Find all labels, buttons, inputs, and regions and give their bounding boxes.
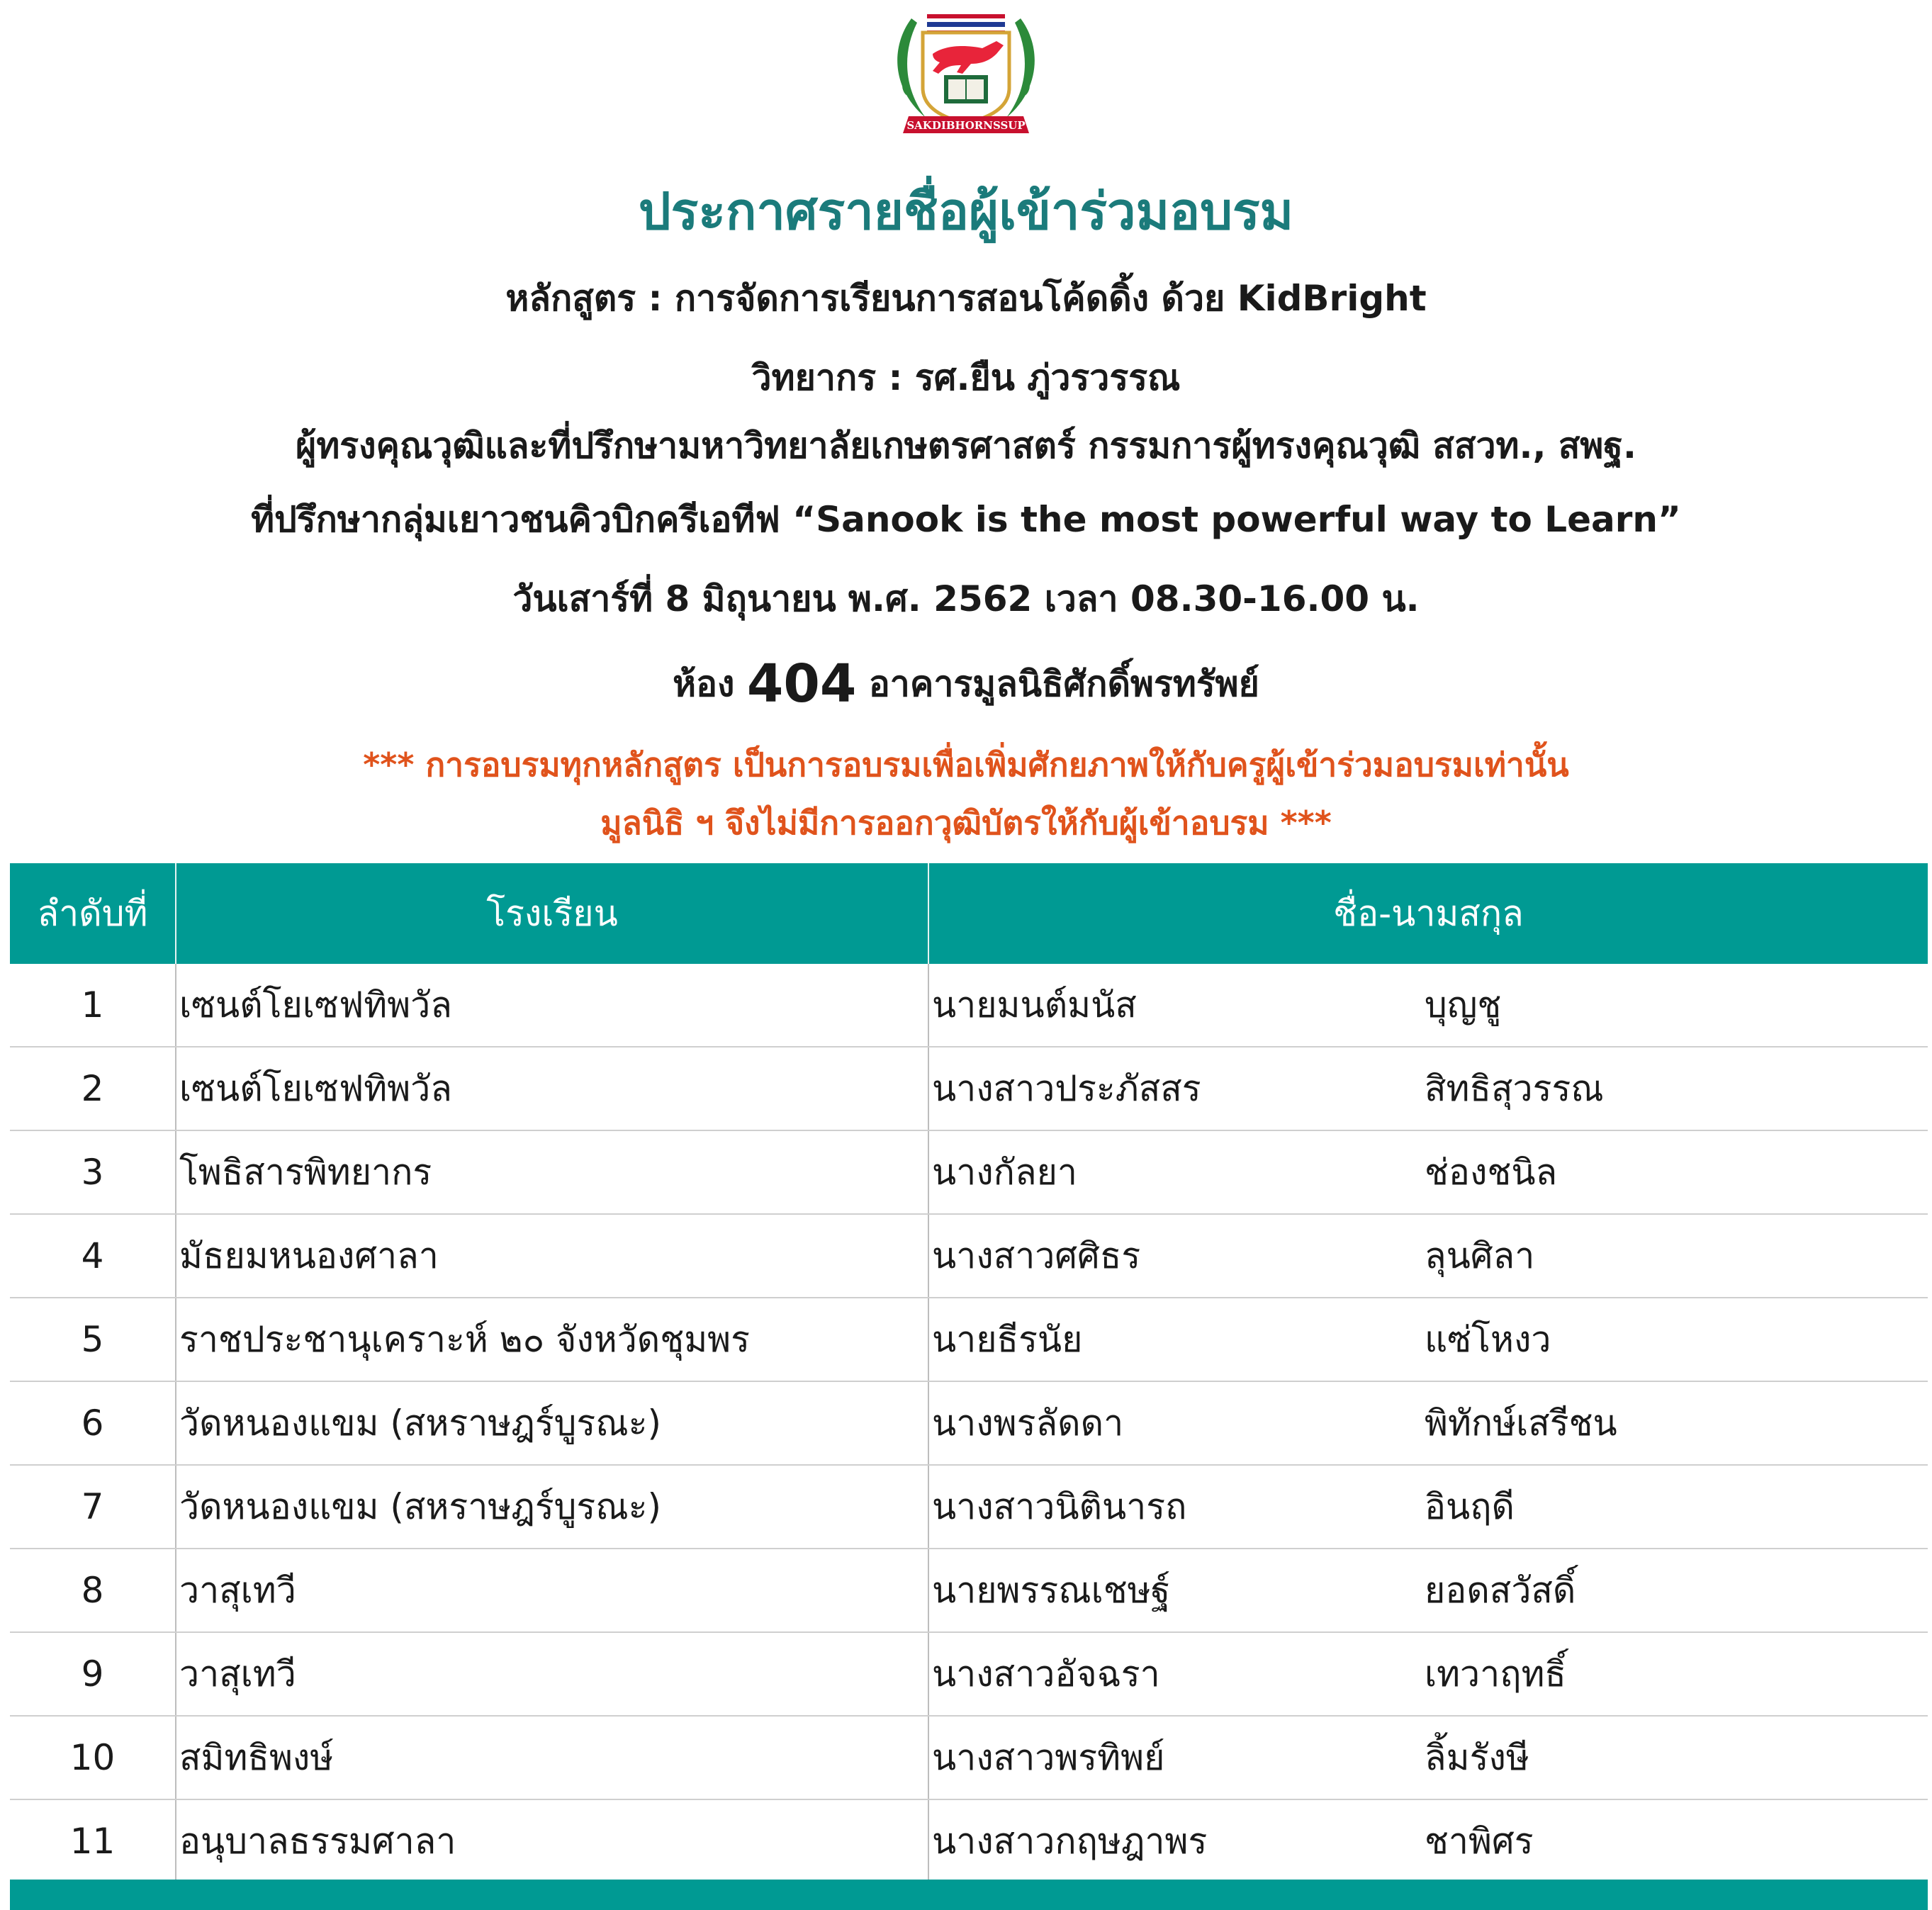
row-number: 8 xyxy=(10,1549,176,1632)
last-name: ยอดสวัสดิ์ xyxy=(1425,1549,1928,1632)
first-name: นางสาวกฤษฎาพร xyxy=(928,1799,1425,1883)
first-name: นางสาวนิตินารถ xyxy=(928,1465,1425,1549)
room-number: 404 xyxy=(746,653,857,714)
school-name: สมิทธิพงษ์ xyxy=(176,1716,928,1799)
first-name: นางสาวอัจฉรา xyxy=(928,1632,1425,1716)
school-name: ราชประชานุเคราะห์ ๒๐ จังหวัดชุมพร xyxy=(176,1298,928,1381)
page-title: ประกาศรายชื่อผู้เข้าร่วมอบรม xyxy=(638,181,1294,241)
table-row xyxy=(10,1214,1928,1298)
last-name: ช่องชนิล xyxy=(1425,1130,1928,1214)
row-number: 4 xyxy=(10,1214,176,1298)
speaker-line: วิทยากร : รศ.ยืน ภู่วรวรรณ xyxy=(751,357,1181,398)
room-building: อาคารมูลนิธิศักดิ์พรทรัพย์ xyxy=(868,663,1259,704)
table-row xyxy=(10,964,1928,1047)
table-row xyxy=(10,1381,1928,1465)
table-row xyxy=(10,1465,1928,1549)
notice-line-1: *** การอบรมทุกหลักสูตร เป็นการอบรมเพื่อเพิ่มศักยภาพให้กับครูผู้เข้าร่วมอบรมเท่านั้น xyxy=(363,746,1569,784)
first-name: นายธีรนัย xyxy=(928,1298,1425,1381)
column-header-school: โรงเรียน xyxy=(176,863,928,964)
room-line xyxy=(0,653,1932,714)
last-name: เทวาฤทธิ์ xyxy=(1425,1632,1928,1716)
row-number: 7 xyxy=(10,1465,176,1549)
last-name: ลิ้มรังษี xyxy=(1425,1716,1928,1799)
last-name: พิทักษ์เสรีชน xyxy=(1425,1381,1928,1465)
first-name: นางสาวพรทิพย์ xyxy=(928,1716,1425,1799)
first-name: นางพรลัดดา xyxy=(928,1381,1425,1465)
last-name: ชาพิศร xyxy=(1425,1799,1928,1883)
school-name: วัดหนองแขม (สหราษฎร์บูรณะ) xyxy=(176,1465,928,1549)
school-name: เซนต์โยเซฟทิพวัล xyxy=(176,1047,928,1130)
table-row xyxy=(10,1799,1928,1883)
column-header-name: ชื่อ-นามสกุล xyxy=(928,863,1928,964)
row-number: 2 xyxy=(10,1047,176,1130)
logo-banner-text: SAKDIBHORNSSUP xyxy=(906,119,1026,132)
first-name: นายมนต์มนัส xyxy=(928,964,1425,1047)
school-name: เซนต์โยเซฟทิพวัล xyxy=(176,964,928,1047)
last-name: ลุนศิลา xyxy=(1425,1214,1928,1298)
column-header-no: ลำดับที่ xyxy=(10,863,176,964)
row-number: 3 xyxy=(10,1130,176,1214)
last-name: อินฤดี xyxy=(1425,1465,1928,1549)
row-number: 10 xyxy=(10,1716,176,1799)
table-row xyxy=(10,1716,1928,1799)
school-name: อนุบาลธรรมศาลา xyxy=(176,1799,928,1883)
speaker-credential-1: ผู้ทรงคุณวุฒิและที่ปรึกษามหาวิทยาลัยเกษตรศาสตร์ กรรมการผู้ทรงคุณวุฒิ สสวท., สพฐ. xyxy=(296,425,1636,466)
row-number: 1 xyxy=(10,964,176,1047)
school-name: วาสุเทวี xyxy=(176,1549,928,1632)
participant-table xyxy=(10,863,1928,1884)
row-number: 5 xyxy=(10,1298,176,1381)
last-name: สิทธิสุวรรณ xyxy=(1425,1047,1928,1130)
school-name: มัธยมหนองศาลา xyxy=(176,1214,928,1298)
table-footer-band xyxy=(10,1880,1928,1910)
last-name: แซ่โหงว xyxy=(1425,1298,1928,1381)
room-prefix: ห้อง xyxy=(673,663,735,704)
row-number: 11 xyxy=(10,1799,176,1883)
date-time-line: วันเสาร์ที่ 8 มิถุนายน พ.ศ. 2562 เวลา 08.30-16.00 น. xyxy=(512,578,1420,619)
school-name: วาสุเทวี xyxy=(176,1632,928,1716)
speaker-credential-2: ที่ปรึกษากลุ่มเยาวชนคิวบิกครีเอทีฟ “Sanook is the most powerful way to Learn” xyxy=(251,499,1681,540)
row-number: 9 xyxy=(10,1632,176,1716)
foundation-logo xyxy=(883,4,1049,143)
last-name: บุญชู xyxy=(1425,964,1928,1047)
first-name: นายพรรณเชษฐ์ xyxy=(928,1549,1425,1632)
school-name: โพธิสารพิทยากร xyxy=(176,1130,928,1214)
table-row xyxy=(10,1298,1928,1381)
table-row xyxy=(10,1130,1928,1214)
table-row xyxy=(10,1047,1928,1130)
table-row xyxy=(10,1632,1928,1716)
school-name: วัดหนองแขม (สหราษฎร์บูรณะ) xyxy=(176,1381,928,1465)
first-name: นางสาวศศิธร xyxy=(928,1214,1425,1298)
table-header-row xyxy=(10,863,1928,964)
first-name: นางกัลยา xyxy=(928,1130,1425,1214)
notice-line-2: มูลนิธิ ฯ จึงไม่มีการออกวุฒิบัตรให้กับผู้เข้าอบรม *** xyxy=(600,804,1332,842)
course-line: หลักสูตร : การจัดการเรียนการสอนโค้ดดิ้ง ด้วย KidBright xyxy=(505,278,1427,319)
first-name: นางสาวประภัสสร xyxy=(928,1047,1425,1130)
row-number: 6 xyxy=(10,1381,176,1465)
table-row xyxy=(10,1549,1928,1632)
